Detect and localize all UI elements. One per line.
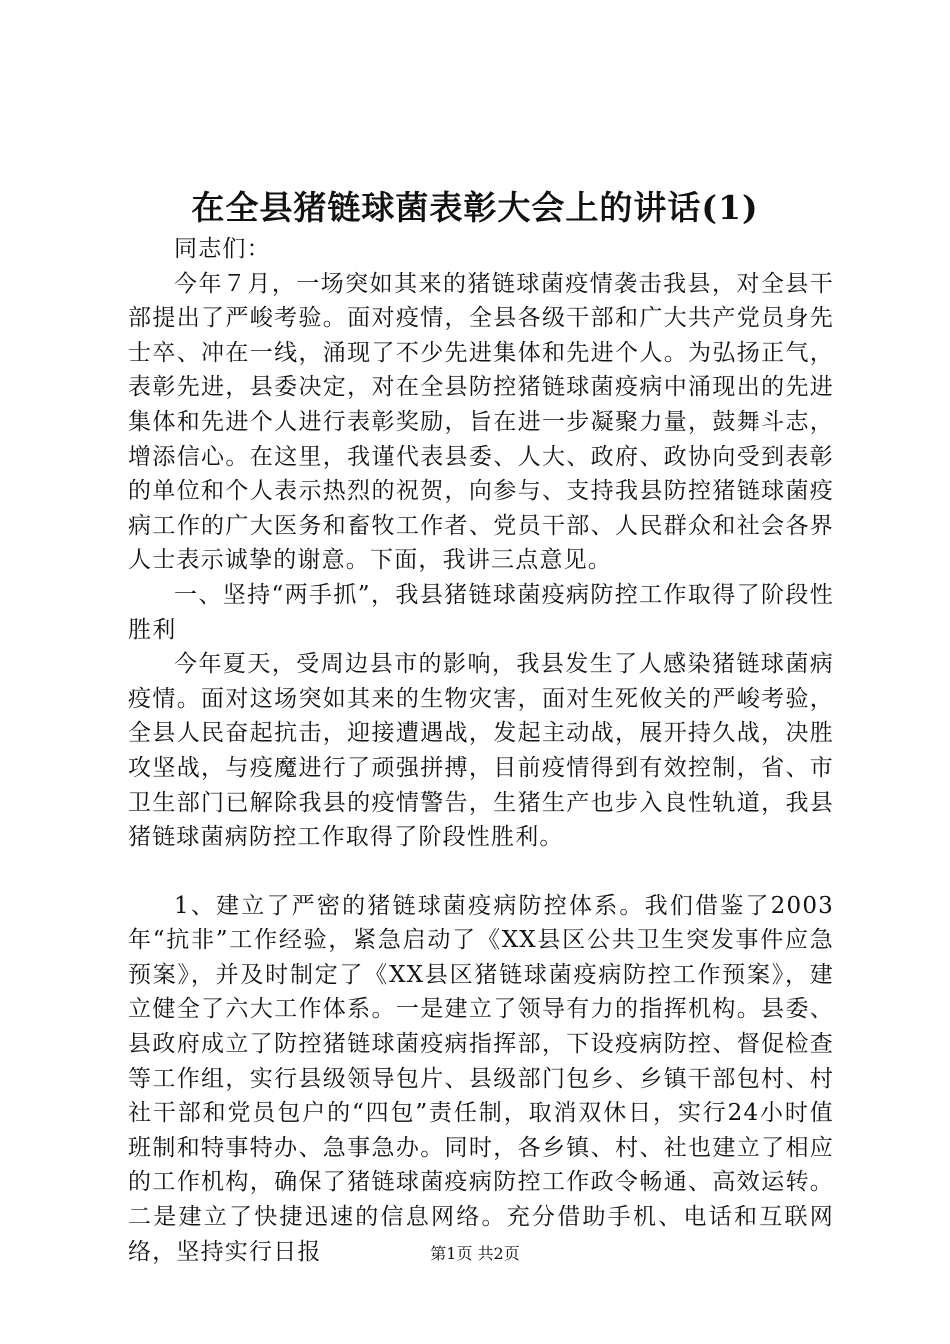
salutation-paragraph: 同志们： — [174, 236, 271, 262]
document-title: 在全县猪链球菌表彰大会上的讲话(1) — [191, 188, 759, 227]
page-footer: 第1页 共2页 — [430, 1244, 520, 1263]
section-heading-paragraph: 一、坚持“两手抓”，我县猪链球菌疫病防控工作取得了阶段性胜利 — [128, 581, 834, 643]
document-body — [128, 232, 834, 1269]
body-paragraph: 1、建立了严密的猪链球菌疫病防控体系。我们借鉴了2003年“抗非”工作经验，紧急启动了《XX县区公共卫生突发事件应急预案》，并及时制定了《XX县区猪链球菌疫病防控工作预案》，建立健全了六大工作体系。一是建立了领导有力的指挥机构。县委、县政府成立了防控猪链球菌疫病指挥部，下设疫病防控、督促检查等工作组，实行县级领导包片、县级部门包乡、乡镇干部包村、村社干部和党员包户的“四包”责任制，取消双休日，实行24小时值班制和特事特办、急事急办。同时，各乡镇、村、社也建立了相应的工作机构，确保了猪链球菌疫病防控工作政令畅通、高效运转。二是建立了快捷迅速的信息网络。充分借助手机、电话和互联网络，坚持实行日报 — [128, 892, 834, 1265]
body-paragraph: 今年夏天，受周边县市的影响，我县发生了人感染猪链球菌病疫情。面对这场突如其来的生物灾害，面对生死攸关的严峻考验，全县人民奋起抗击，迎接遭遇战，发起主动战，展开持久战，决胜攻坚战，与疫魔进行了顽强拼搏，目前疫情得到有效控制，省、市卫生部门已解除我县的疫情警告，生猪生产也步入良性轨道，我县猪链球菌病防控工作取得了阶段性胜利。 — [128, 651, 834, 851]
body-paragraph: 今年７月，一场突如其来的猪链球菌疫情袭击我县，对全县干部提出了严峻考验。面对疫情，全县各级干部和广大共产党员身先士卒、冲在一线，涌现了不少先进集体和先进个人。为弘扬正气，表彰先进，县委决定，对在全县防控猪链球菌疫病中涌现出的先进集体和先进个人进行表彰奖励，旨在进一步凝聚力量，鼓舞斗志，增添信心。在这里，我谨代表县委、人大、政府、政协向受到表彰的单位和个人表示热烈的祝贺，向参与、支持我县防控猪链球菌疫病工作的广大医务和畜牧工作者、党员干部、人民群众和社会各界人士表示诚挚的谢意。下面，我讲三点意见。 — [128, 270, 834, 574]
